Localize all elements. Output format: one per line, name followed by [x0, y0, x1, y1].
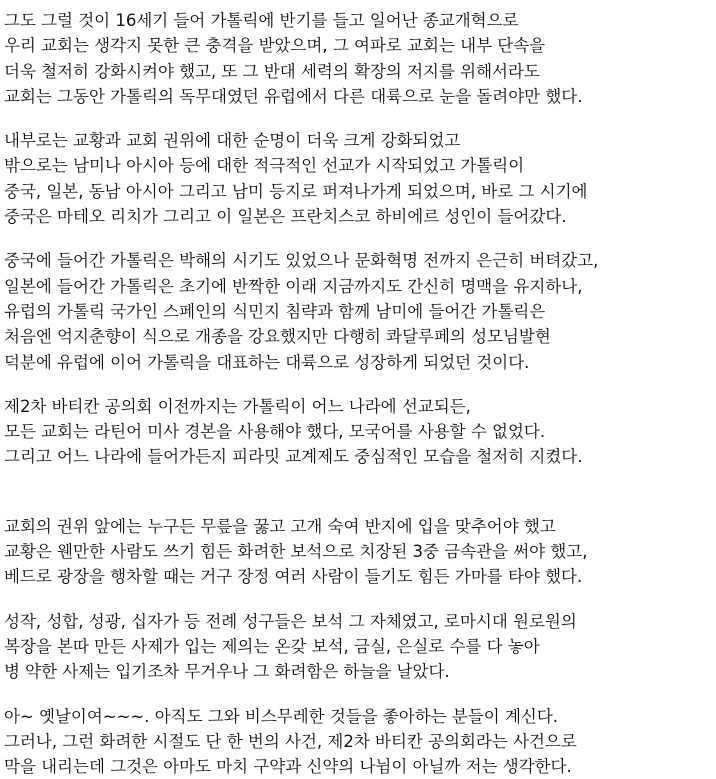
paragraph-1	[4, 0, 714, 109]
text-line: 중국은 마테오 리치가 그리고 이 일본은 프란치스코 하비에르 성인이 들어갔다.	[4, 207, 567, 227]
text-line: 중국, 일본, 동남 아시아 그리고 남미 등지로 퍼져나가게 되었으며, 바로 그 시기에	[4, 181, 588, 201]
text-line: 더욱 철저히 강화시켜야 했고, 또 그 반대 세력의 확장의 저지를 위해서라도	[4, 61, 540, 81]
paragraph-6	[4, 609, 714, 685]
text-line: 유럽의 가톨릭 국가인 스페인의 식민지 침략과 함께 남미에 들어간 가톨릭은	[4, 301, 546, 321]
text-line: 우리 교회는 생각지 못한 큰 충격을 받았으며, 그 여파로 교회는 내부 단속을	[4, 36, 546, 56]
paragraph-gap	[4, 375, 714, 394]
paragraph-gap	[4, 470, 714, 514]
text-line: 교회는 그동안 가톨릭의 독무대였던 유럽에서 다른 대륙으로 눈을 돌려야만 했다.	[4, 86, 583, 106]
text-line: 병 약한 사제는 입기조차 무거우나 그 화려함은 하늘을 날았다.	[4, 662, 450, 682]
paragraph-2	[4, 128, 714, 229]
text-line: 복장을 본따 만든 사제가 입는 제의는 온갖 보석, 금실, 은실로 수를 다 놓아	[4, 636, 540, 656]
paragraph-4	[4, 394, 714, 470]
text-line: 제2차 바티칸 공의회 이전까지는 가톨릭이 어느 나라에 선교되든,	[4, 396, 471, 416]
paragraph-gap	[4, 685, 714, 704]
paragraph-gap	[4, 229, 714, 248]
paragraph-5	[4, 514, 714, 590]
text-line: 그도 그럴 것이 16세기 들어 가톨릭에 반기를 들고 일어난 종교개혁으로	[4, 11, 519, 30]
text-line: 중국에 들어간 가톨릭은 박해의 시기도 있었으나 문화혁명 전까지 은근히 버텨갔고,	[4, 251, 599, 271]
text-line: 덕분에 유럽에 이어 가톨릭을 대표하는 대륙으로 성장하게 되었던 것이다.	[4, 352, 530, 372]
text-line: 밖으로는 남미나 아시아 등에 대한 적극적인 선교가 시작되었고 가톨릭이	[4, 156, 525, 176]
document-body	[4, 0, 714, 779]
text-line: 그러나, 그런 화려한 시절도 단 한 번의 사건, 제2차 바티칸 공의회라는 사건으로	[4, 731, 577, 751]
text-line: 처음엔 억지춘향이 식으로 개종을 강요했지만 다행히 콰달루페의 성모님발현	[4, 327, 551, 347]
text-line: 내부로는 교황과 교회 권위에 대한 순명이 더욱 크게 강화되었고	[4, 131, 461, 151]
text-line: 일본에 들어간 가톨릭은 초기에 반짝한 이래 지금까지도 간신히 명맥을 유지하나,	[4, 276, 583, 296]
text-line: 교황은 웬만한 사람도 쓰기 힘든 화려한 보석으로 치장된 3중 금속관을 써야 했고,	[4, 542, 588, 562]
paragraph-gap	[4, 109, 714, 128]
text-line: 막을 내리는데 그것은 아마도 마치 구약과 신약의 나뉨이 아닐까 저는 생각한다.	[4, 757, 572, 777]
text-line: 아~ 옛날이여~~~. 아직도 그와 비스무레한 것들을 좋아하는 분들이 계신다.	[4, 706, 559, 726]
paragraph-7	[4, 704, 714, 779]
text-line: 모든 교회는 라틴어 미사 경본을 사용해야 했다, 모국어를 사용할 수 없었다.	[4, 422, 546, 442]
text-line: 베드로 광장을 행차할 때는 거구 장정 여러 사람이 들기도 힘든 가마를 타야 했다.	[4, 567, 583, 587]
text-line: 교회의 권위 앞에는 누구든 무릎을 꿇고 고개 숙여 반지에 입을 맞추어야 했고	[4, 516, 556, 536]
paragraph-3	[4, 248, 714, 374]
text-line: 성작, 성합, 성광, 십자가 등 전례 성구들은 보석 그 자체였고, 로마시대 원로원의	[4, 611, 577, 631]
text-line: 그리고 어느 나라에 들어가든지 피라밋 교계제도 중심적인 모습을 철저히 지켰다.	[4, 447, 583, 467]
paragraph-gap	[4, 590, 714, 609]
